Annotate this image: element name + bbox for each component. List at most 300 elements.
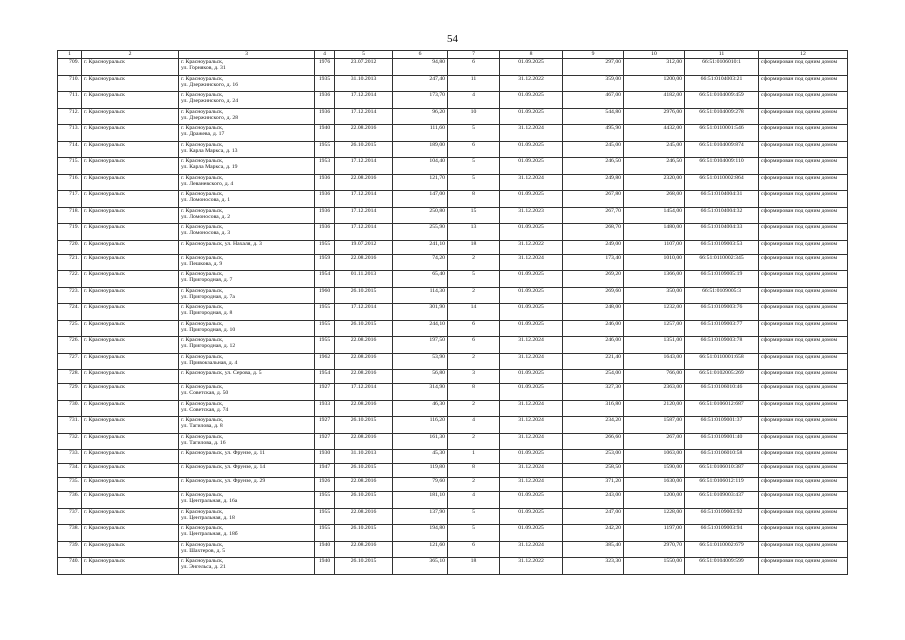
- table-row: [58, 433, 848, 450]
- address-line-1: г. Красноуральск,: [181, 125, 224, 131]
- land-plot-status: сформирован под одним домом: [759, 417, 848, 434]
- address: [179, 320, 315, 337]
- municipality: г. Красноуральск: [82, 337, 179, 354]
- cadastral-number: 66:51:0109003:53: [685, 240, 759, 254]
- address-line-2: ул. Центральная, д. 16а: [181, 498, 238, 505]
- row-number: 733.: [58, 450, 82, 464]
- address-line-2: ул. Карла Маркса, д. 19: [181, 164, 238, 171]
- residents-count: 6: [448, 337, 500, 354]
- residents-count: 10: [448, 108, 500, 125]
- area: 194,80: [393, 525, 448, 542]
- address-line-1: г. Красноуральск,: [181, 271, 224, 277]
- municipality: г. Красноуральск: [82, 207, 179, 224]
- value-1: 246,50: [563, 158, 624, 175]
- municipality: г. Красноуральск: [82, 108, 179, 125]
- inspection-date: 26.10.2015: [335, 558, 393, 575]
- address-line-1: г. Красноуральск,: [181, 158, 224, 164]
- inspection-date: 26.10.2015: [335, 287, 393, 304]
- municipality: г. Красноуральск: [82, 174, 179, 191]
- column-number: 12: [759, 51, 848, 59]
- deadline-date: 01.09.2025: [500, 191, 563, 208]
- area: 365,10: [393, 558, 448, 575]
- value-2: 268,00: [624, 191, 685, 208]
- land-plot-status: сформирован под одним домом: [759, 125, 848, 142]
- cadastral-number: 66:51:0106010:387: [685, 464, 759, 478]
- address: [179, 108, 315, 125]
- address: [179, 224, 315, 241]
- cadastral-number: 66:51:0109003:77: [685, 320, 759, 337]
- cadastral-number: 66:51:0104004:32: [685, 207, 759, 224]
- area: 74,20: [393, 254, 448, 271]
- value-1: 266,60: [563, 433, 624, 450]
- land-plot-status: сформирован под одним домом: [759, 287, 848, 304]
- value-2: 350,00: [624, 287, 685, 304]
- cadastral-number: 66:51:0104009:874: [685, 141, 759, 158]
- deadline-date: 01.09.2025: [500, 320, 563, 337]
- land-plot-status: сформирован под одним домом: [759, 191, 848, 208]
- table-row: [58, 125, 848, 142]
- residents-count: 5: [448, 525, 500, 542]
- value-2: 1200,00: [624, 492, 685, 509]
- address-line-2: ул. Дзержинского, д. 28: [181, 114, 239, 121]
- build-year: 1936: [315, 92, 335, 109]
- address: [179, 287, 315, 304]
- build-year: 1976: [315, 59, 335, 76]
- value-1: 253,00: [563, 450, 624, 464]
- land-plot-status: сформирован под одним домом: [759, 558, 848, 575]
- address-line-1: г. Красноуральск,: [181, 433, 224, 440]
- value-2: 1480,00: [624, 224, 685, 241]
- table-row: [58, 108, 848, 125]
- deadline-date: 31.12.2024: [500, 541, 563, 558]
- address-line-2: ул. Леваневского, д. 4: [181, 180, 234, 187]
- value-2: 1366,00: [624, 271, 685, 288]
- deadline-date: 01.09.2025: [500, 304, 563, 321]
- residents-count: 8: [448, 464, 500, 478]
- cadastral-number: 66:51:0110002:345: [685, 254, 759, 271]
- table-row: [58, 353, 848, 370]
- value-1: 467,00: [563, 92, 624, 109]
- land-plot-status: сформирован под одним домом: [759, 271, 848, 288]
- address: [179, 558, 315, 575]
- table-row: [58, 464, 848, 478]
- inspection-date: 22.08.2016: [335, 254, 393, 271]
- table-row: [58, 417, 848, 434]
- cadastral-number: 66:51:0110002:679: [685, 541, 759, 558]
- table-row: [58, 558, 848, 575]
- inspection-date: 22.08.2016: [335, 370, 393, 384]
- cadastral-number: 66:51:0104004:33: [685, 224, 759, 241]
- address-line-2: ул. Советская, д. 50: [181, 390, 229, 397]
- address-line-2: ул. Дражева, д. 17: [181, 131, 225, 138]
- municipality: г. Красноуральск: [82, 304, 179, 321]
- build-year: 1940: [315, 541, 335, 558]
- land-plot-status: сформирован под одним домом: [759, 75, 848, 92]
- area: 114,30: [393, 287, 448, 304]
- inspection-date: 23.07.2012: [335, 59, 393, 76]
- municipality: г. Красноуральск: [82, 240, 179, 254]
- column-number: 6: [393, 51, 448, 59]
- area: 65,40: [393, 271, 448, 288]
- inspection-date: 01.11.2013: [335, 271, 393, 288]
- residents-count: 1: [448, 450, 500, 464]
- address: [179, 174, 315, 191]
- value-2: 1257,00: [624, 320, 685, 337]
- table-row: [58, 400, 848, 417]
- address: [179, 353, 315, 370]
- row-number: 740.: [58, 558, 82, 575]
- land-plot-status: сформирован под одним домом: [759, 525, 848, 542]
- value-2: 4182,00: [624, 92, 685, 109]
- address-line-2: ул. Дзержинского, д. 24: [181, 98, 239, 105]
- area: 121,60: [393, 541, 448, 558]
- value-2: 1351,00: [624, 337, 685, 354]
- build-year: 1936: [315, 191, 335, 208]
- land-plot-status: сформирован под одним домом: [759, 174, 848, 191]
- value-1: 248,00: [563, 304, 624, 321]
- municipality: г. Красноуральск: [82, 59, 179, 76]
- row-number: 726.: [58, 337, 82, 354]
- inspection-date: 26.10.2015: [335, 492, 393, 509]
- build-year: 1936: [315, 224, 335, 241]
- area: 161,30: [393, 433, 448, 450]
- deadline-date: 31.12.2024: [500, 417, 563, 434]
- address-line-1: г. Красноуральск,: [181, 254, 224, 261]
- address-line-2: ул. Советская, д. 74: [181, 406, 229, 413]
- area: 250,80: [393, 207, 448, 224]
- column-number: 8: [500, 51, 563, 59]
- value-1: 544,80: [563, 108, 624, 125]
- address-line-2: ул. Карла Маркса, д. 13: [181, 147, 238, 154]
- inspection-date: 17.12.2014: [335, 158, 393, 175]
- column-number: 5: [335, 51, 393, 59]
- address-line-1: г. Красноуральск,: [181, 304, 224, 310]
- build-year: 1962: [315, 353, 335, 370]
- municipality: г. Красноуральск: [82, 271, 179, 288]
- value-2: 2320,00: [624, 174, 685, 191]
- cadastral-number: 66:51:0104003:21: [685, 75, 759, 92]
- value-2: 1228,00: [624, 508, 685, 525]
- land-plot-status: сформирован под одним домом: [759, 59, 848, 76]
- address: [179, 400, 315, 417]
- table-row: [58, 478, 848, 492]
- build-year: 1927: [315, 433, 335, 450]
- table-row: [58, 158, 848, 175]
- build-year: 1953: [315, 158, 335, 175]
- land-plot-status: сформирован под одним домом: [759, 508, 848, 525]
- residents-count: 5: [448, 508, 500, 525]
- inspection-date: 19.07.2012: [335, 240, 393, 254]
- area: 244,10: [393, 320, 448, 337]
- table-row: [58, 271, 848, 288]
- inspection-date: 17.12.2014: [335, 207, 393, 224]
- address: [179, 541, 315, 558]
- municipality: г. Красноуральск: [82, 433, 179, 450]
- column-number: 4: [315, 51, 335, 59]
- value-1: 249,00: [563, 240, 624, 254]
- cadastral-number: 66:51:0109001:37: [685, 417, 759, 434]
- deadline-date: 01.09.2025: [500, 158, 563, 175]
- municipality: г. Красноуральск: [82, 75, 179, 92]
- table-row: [58, 525, 848, 542]
- land-plot-status: сформирован под одним домом: [759, 207, 848, 224]
- land-plot-status: сформирован под одним домом: [759, 224, 848, 241]
- row-number: 718.: [58, 207, 82, 224]
- address-line-1: г. Красноуральск,: [181, 384, 224, 390]
- value-2: 2970,70: [624, 541, 685, 558]
- address-line-2: ул. Пригородная, д. 7: [181, 277, 233, 284]
- deadline-date: 01.09.2025: [500, 108, 563, 125]
- row-number: 731.: [58, 417, 82, 434]
- row-number: 737.: [58, 508, 82, 525]
- build-year: 1955: [315, 304, 335, 321]
- address: [179, 141, 315, 158]
- value-1: 245,00: [563, 141, 624, 158]
- deadline-date: 01.09.2025: [500, 92, 563, 109]
- table-row: [58, 508, 848, 525]
- column-number: 2: [82, 51, 179, 59]
- inspection-date: 17.12.2014: [335, 384, 393, 401]
- address-line-2: ул. Ломоносова, д. 3: [181, 230, 231, 237]
- build-year: 1936: [315, 108, 335, 125]
- inspection-date: 31.10.2013: [335, 75, 393, 92]
- inspection-date: 22.08.2016: [335, 400, 393, 417]
- cadastral-number: 66:51:0109001:40: [685, 433, 759, 450]
- cadastral-number: 66:51:0110001:546: [685, 125, 759, 142]
- address-line-2: ул. Пригородная, д. 10: [181, 326, 236, 333]
- address-line-1: г. Красноуральск,: [181, 417, 224, 423]
- value-1: 242,20: [563, 525, 624, 542]
- inspection-date: 22.08.2016: [335, 478, 393, 492]
- row-number: 709.: [58, 59, 82, 76]
- address: [179, 304, 315, 321]
- value-2: 1197,00: [624, 525, 685, 542]
- address-line-2: ул. Центральная, д. 18: [181, 514, 235, 521]
- column-number: 9: [563, 51, 624, 59]
- residents-count: 13: [448, 224, 500, 241]
- deadline-date: 01.09.2025: [500, 59, 563, 76]
- address-line-1: г. Красноуральск,: [181, 525, 224, 531]
- residents-count: 6: [448, 541, 500, 558]
- address: [179, 125, 315, 142]
- table-row: [58, 92, 848, 109]
- table-row: [58, 191, 848, 208]
- row-number: 727.: [58, 353, 82, 370]
- cadastral-number: 66:51:0109003:76: [685, 304, 759, 321]
- address-line-2: ул. Пешкова, д. 9: [181, 260, 223, 267]
- row-number: 732.: [58, 433, 82, 450]
- row-number: 736.: [58, 492, 82, 509]
- row-number: 735.: [58, 478, 82, 492]
- residents-count: 8: [448, 191, 500, 208]
- value-1: 385,40: [563, 541, 624, 558]
- address-line-1: г. Красноуральск,: [181, 492, 224, 498]
- inspection-date: 17.12.2014: [335, 224, 393, 241]
- build-year: 1947: [315, 464, 335, 478]
- row-number: 714.: [58, 141, 82, 158]
- value-1: 173,40: [563, 254, 624, 271]
- address-line-1: г. Красноуральск,: [181, 191, 224, 197]
- housing-registry-table: [57, 50, 848, 575]
- column-number: 10: [624, 51, 685, 59]
- deadline-date: 31.12.2022: [500, 240, 563, 254]
- area: 116,20: [393, 417, 448, 434]
- area: 94,80: [393, 59, 448, 76]
- land-plot-status: сформирован под одним домом: [759, 158, 848, 175]
- build-year: 1933: [315, 400, 335, 417]
- value-1: 268,70: [563, 224, 624, 241]
- value-2: 1550,00: [624, 558, 685, 575]
- build-year: 1930: [315, 450, 335, 464]
- deadline-date: 31.12.2022: [500, 558, 563, 575]
- residents-count: 18: [448, 240, 500, 254]
- build-year: 1935: [315, 75, 335, 92]
- residents-count: 15: [448, 207, 500, 224]
- municipality: г. Красноуральск: [82, 417, 179, 434]
- area: 53,90: [393, 353, 448, 370]
- value-1: 269,20: [563, 271, 624, 288]
- residents-count: 6: [448, 59, 500, 76]
- table-row: [58, 541, 848, 558]
- residents-count: 18: [448, 558, 500, 575]
- build-year: 1955: [315, 508, 335, 525]
- row-number: 719.: [58, 224, 82, 241]
- value-2: 4432,00: [624, 125, 685, 142]
- deadline-date: 31.12.2024: [500, 125, 563, 142]
- row-number: 715.: [58, 158, 82, 175]
- address-line-2: ул. Горняков, д. 31: [181, 65, 226, 72]
- area: 79,60: [393, 478, 448, 492]
- municipality: г. Красноуральск: [82, 464, 179, 478]
- cadastral-number: 66:51:0109003:92: [685, 508, 759, 525]
- value-2: 766,00: [624, 370, 685, 384]
- value-1: 247,00: [563, 508, 624, 525]
- table-row: [58, 370, 848, 384]
- land-plot-status: сформирован под одним домом: [759, 320, 848, 337]
- residents-count: 2: [448, 433, 500, 450]
- cadastral-number: 66:51:0109005:3: [685, 287, 759, 304]
- municipality: г. Красноуральск: [82, 450, 179, 464]
- row-number: 721.: [58, 254, 82, 271]
- municipality: г. Красноуральск: [82, 125, 179, 142]
- address-line-1: г. Красноуральск, ул. Нахаля, д. 3: [181, 240, 262, 247]
- row-number: 710.: [58, 75, 82, 92]
- address-line-1: г. Красноуральск,: [181, 558, 224, 564]
- area: 104,40: [393, 158, 448, 175]
- table-row: [58, 75, 848, 92]
- address: [179, 158, 315, 175]
- address-line-1: г. Красноуральск,: [181, 353, 224, 360]
- table-row: [58, 304, 848, 321]
- value-1: 267,70: [563, 207, 624, 224]
- municipality: г. Красноуральск: [82, 141, 179, 158]
- deadline-date: 31.12.2024: [500, 254, 563, 271]
- residents-count: 3: [448, 370, 500, 384]
- value-1: 249,80: [563, 174, 624, 191]
- address-line-1: г. Красноуральск,: [181, 287, 224, 294]
- build-year: 1954: [315, 271, 335, 288]
- value-1: 269,60: [563, 287, 624, 304]
- inspection-date: 22.08.2016: [335, 337, 393, 354]
- address-line-1: г. Красноуральск,: [181, 59, 224, 65]
- municipality: г. Красноуральск: [82, 525, 179, 542]
- address-line-1: г. Красноуральск,: [181, 207, 224, 214]
- row-number: 723.: [58, 287, 82, 304]
- table-row: [58, 174, 848, 191]
- deadline-date: 31.12.2024: [500, 464, 563, 478]
- land-plot-status: сформирован под одним домом: [759, 304, 848, 321]
- area: 46,30: [393, 400, 448, 417]
- deadline-date: 01.09.2025: [500, 370, 563, 384]
- address: [179, 191, 315, 208]
- row-number: 717.: [58, 191, 82, 208]
- area: 45,30: [393, 450, 448, 464]
- address-line-1: г. Красноуральск,: [181, 92, 224, 98]
- area: 189,00: [393, 141, 448, 158]
- deadline-date: 31.12.2024: [500, 478, 563, 492]
- municipality: г. Красноуральск: [82, 92, 179, 109]
- row-number: 711.: [58, 92, 82, 109]
- table-row: [58, 492, 848, 509]
- value-2: 2120,00: [624, 400, 685, 417]
- inspection-date: 31.10.2013: [335, 450, 393, 464]
- row-number: 720.: [58, 240, 82, 254]
- column-number: 3: [179, 51, 315, 59]
- municipality: г. Красноуральск: [82, 158, 179, 175]
- deadline-date: 01.09.2025: [500, 525, 563, 542]
- area: 119,80: [393, 464, 448, 478]
- address: [179, 92, 315, 109]
- inspection-date: 22.08.2016: [335, 174, 393, 191]
- deadline-date: 31.12.2023: [500, 207, 563, 224]
- value-2: 1107,00: [624, 240, 685, 254]
- cadastral-number: 66:51:0104009:110: [685, 158, 759, 175]
- residents-count: 2: [448, 478, 500, 492]
- build-year: 1926: [315, 478, 335, 492]
- area: 147,00: [393, 191, 448, 208]
- table-row: [58, 224, 848, 241]
- row-number: 725.: [58, 320, 82, 337]
- table-row: [58, 141, 848, 158]
- deadline-date: 31.12.2024: [500, 353, 563, 370]
- cadastral-number: 66:51:0102005:269: [685, 370, 759, 384]
- deadline-date: 01.09.2025: [500, 384, 563, 401]
- cadastral-number: 66:51:0106012:119: [685, 478, 759, 492]
- build-year: 1955: [315, 492, 335, 509]
- land-plot-status: сформирован под одним домом: [759, 353, 848, 370]
- address-line-1: г. Красноуральск,: [181, 174, 224, 181]
- inspection-date: 26.10.2015: [335, 417, 393, 434]
- area: 137,90: [393, 508, 448, 525]
- address-line-1: г. Красноуральск,: [181, 224, 224, 230]
- row-number: 716.: [58, 174, 82, 191]
- build-year: 1954: [315, 370, 335, 384]
- land-plot-status: сформирован под одним домом: [759, 384, 848, 401]
- municipality: г. Красноуральск: [82, 384, 179, 401]
- address: [179, 59, 315, 76]
- address-line-1: г. Красноуральск, ул. Фрунзе, д. 29: [181, 478, 266, 484]
- address-line-1: г. Красноуральск, ул. Фрунзе, д. 14: [181, 464, 266, 470]
- value-2: 246,50: [624, 158, 685, 175]
- residents-count: 8: [448, 384, 500, 401]
- deadline-date: 31.12.2024: [500, 433, 563, 450]
- row-number: 722.: [58, 271, 82, 288]
- address: [179, 464, 315, 478]
- municipality: г. Красноуральск: [82, 353, 179, 370]
- inspection-date: 22.08.2016: [335, 541, 393, 558]
- value-2: 2363,00: [624, 384, 685, 401]
- build-year: 1955: [315, 337, 335, 354]
